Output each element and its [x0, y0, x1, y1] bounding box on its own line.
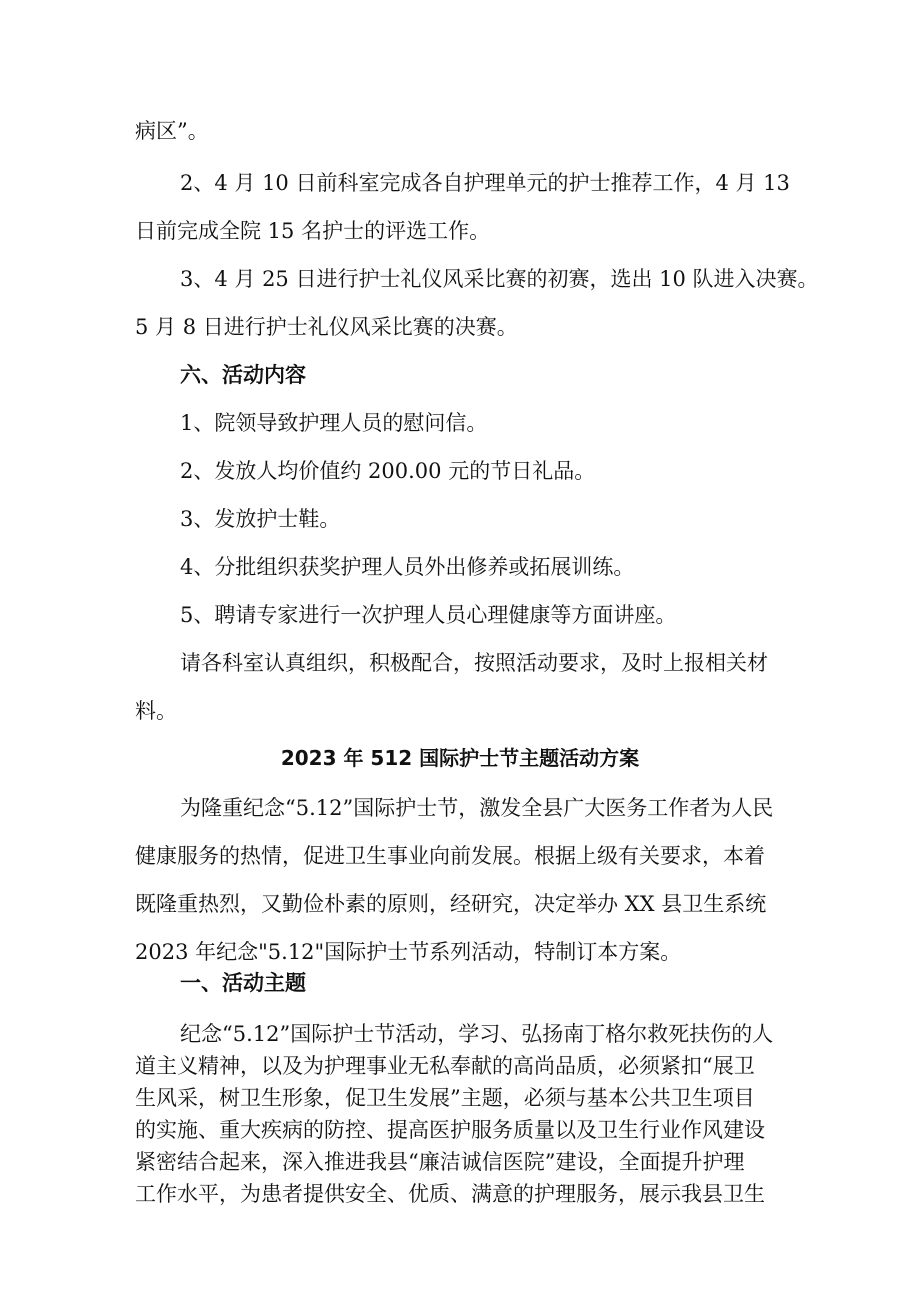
paragraph-line: 工作水平，为患者提供安全、优质、满意的护理服务，展示我县卫生	[135, 1182, 765, 1206]
list-item: 2、发放人均价值约 200.00 元的节日礼品。	[180, 459, 596, 483]
paragraph-line: 5 月 8 日进行护士礼仪风采比赛的决赛。	[135, 315, 518, 339]
paragraph-line: 为隆重纪念“5.12”国际护士节，激发全县广大医务工作者为人民	[180, 796, 774, 820]
list-item: 3、发放护士鞋。	[180, 507, 341, 531]
paragraph-line: 3、4 月 25 日进行护士礼仪风采比赛的初赛，选出 10 队进入决赛。	[180, 267, 819, 291]
paragraph-line: 的实施、重大疾病的防控、提高医护服务质量以及卫生行业作风建设	[135, 1118, 765, 1142]
section-heading: 六、活动内容	[180, 363, 306, 387]
paragraph-line: 病区”。	[135, 119, 209, 143]
paragraph-line: 2023 年纪念"5.12"国际护士节系列活动，特制订本方案。	[135, 940, 682, 964]
list-item: 1、院领导致护理人员的慰问信。	[180, 411, 488, 435]
paragraph-line: 紧密结合起来，深入推进我县“廉洁诚信医院”建设，全面提升护理	[135, 1150, 745, 1174]
paragraph-line: 纪念“5.12”国际护士节活动，学习、弘扬南丁格尔救死扶伤的人	[180, 1022, 774, 1046]
paragraph-line: 生风采，树卫生形象，促卫生发展”主题，必须与基本公共卫生项目	[135, 1086, 755, 1110]
paragraph-line: 2、4 月 10 日前科室完成各自护理单元的护士推荐工作，4 月 13	[180, 171, 790, 195]
paragraph-line: 道主义精神，以及为护理事业无私奉献的高尚品质，必须紧扣“展卫	[135, 1054, 755, 1078]
paragraph-line: 既隆重热烈，又勤俭朴素的原则，经研究，决定举办 XX 县卫生系统	[135, 892, 767, 916]
document-title: 2023 年 512 国际护士节主题活动方案	[280, 746, 640, 770]
list-item: 4、分批组织获奖护理人员外出修养或拓展训练。	[180, 555, 635, 579]
paragraph-line: 健康服务的热情，促进卫生事业向前发展。根据上级有关要求，本着	[135, 844, 765, 868]
section-heading: 一、活动主题	[180, 971, 306, 995]
paragraph-line: 请各科室认真组织，积极配合，按照活动要求，及时上报相关材	[180, 651, 768, 675]
paragraph-line: 日前完成全院 15 名护士的评选工作。	[135, 219, 491, 243]
list-item: 5、聘请专家进行一次护理人员心理健康等方面讲座。	[180, 603, 677, 627]
paragraph-line: 料。	[135, 699, 177, 723]
